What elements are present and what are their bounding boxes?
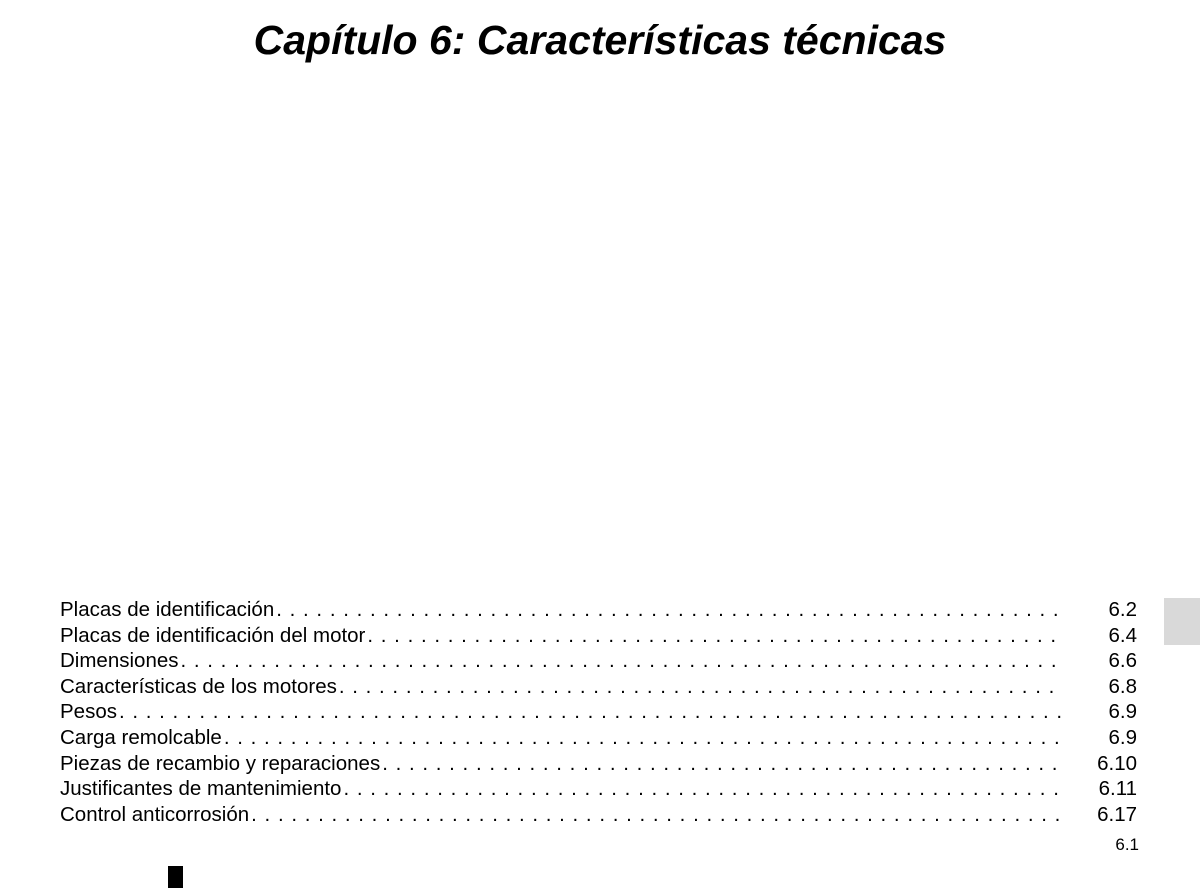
toc-dot-leader	[119, 699, 1063, 725]
toc-dot-leader	[181, 648, 1064, 674]
toc-entry-page: 6.9	[1108, 700, 1137, 724]
toc-dot-leader	[343, 776, 1063, 802]
toc-dot-leader	[382, 751, 1063, 777]
table-of-contents	[60, 597, 1137, 827]
toc-dot-leader	[224, 725, 1063, 751]
toc-entry-label: Placas de identificación del motor	[60, 623, 366, 647]
toc-entry-page: 6.10	[1097, 751, 1137, 775]
toc-entry-page: 6.2	[1108, 598, 1137, 621]
toc-entry-label: Control anticorrosión	[60, 802, 250, 826]
toc-entry-page: 6.4	[1108, 623, 1137, 647]
page-number: 6.1	[1115, 835, 1139, 854]
toc-entry-placas-motor[interactable]	[60, 623, 1137, 649]
toc-entry-carga-remolcable[interactable]	[60, 725, 1137, 751]
chapter-side-tab	[1164, 598, 1200, 645]
toc-dot-leader	[367, 623, 1063, 649]
toc-entry-page: 6.8	[1108, 674, 1137, 698]
toc-dot-leader	[251, 802, 1063, 828]
toc-dot-leader	[276, 597, 1063, 623]
toc-entry-label: Piezas de recambio y reparaciones	[60, 751, 381, 775]
toc-dot-leader	[339, 674, 1063, 700]
toc-entry-label: Justificantes de mantenimiento	[60, 777, 342, 801]
toc-entry-label: Carga remolcable	[60, 725, 222, 749]
toc-entry-page: 6.9	[1108, 725, 1137, 749]
toc-entry-page: 6.6	[1108, 649, 1137, 673]
toc-entry-pesos[interactable]	[60, 699, 1137, 725]
chapter-title: Capítulo 6: Características técnicas	[253, 17, 947, 63]
toc-entry-control-anticorrosion[interactable]	[60, 802, 1137, 828]
toc-entry-label: Dimensiones	[60, 649, 179, 673]
toc-entry-justificantes-mantenimiento[interactable]	[60, 776, 1137, 802]
toc-entry-caracteristicas-motores[interactable]	[60, 674, 1137, 700]
toc-entry-piezas-recambio[interactable]	[60, 751, 1137, 777]
toc-entry-label: Pesos	[60, 700, 117, 724]
toc-entry-page: 6.11	[1098, 777, 1137, 801]
toc-entry-dimensiones[interactable]	[60, 648, 1137, 674]
toc-entry-label: Placas de identificación	[60, 598, 275, 621]
toc-entry-placas-identificacion[interactable]	[60, 597, 1137, 623]
crop-mark	[168, 866, 183, 888]
toc-entry-page: 6.17	[1097, 802, 1137, 826]
toc-entry-label: Características de los motores	[60, 674, 337, 698]
